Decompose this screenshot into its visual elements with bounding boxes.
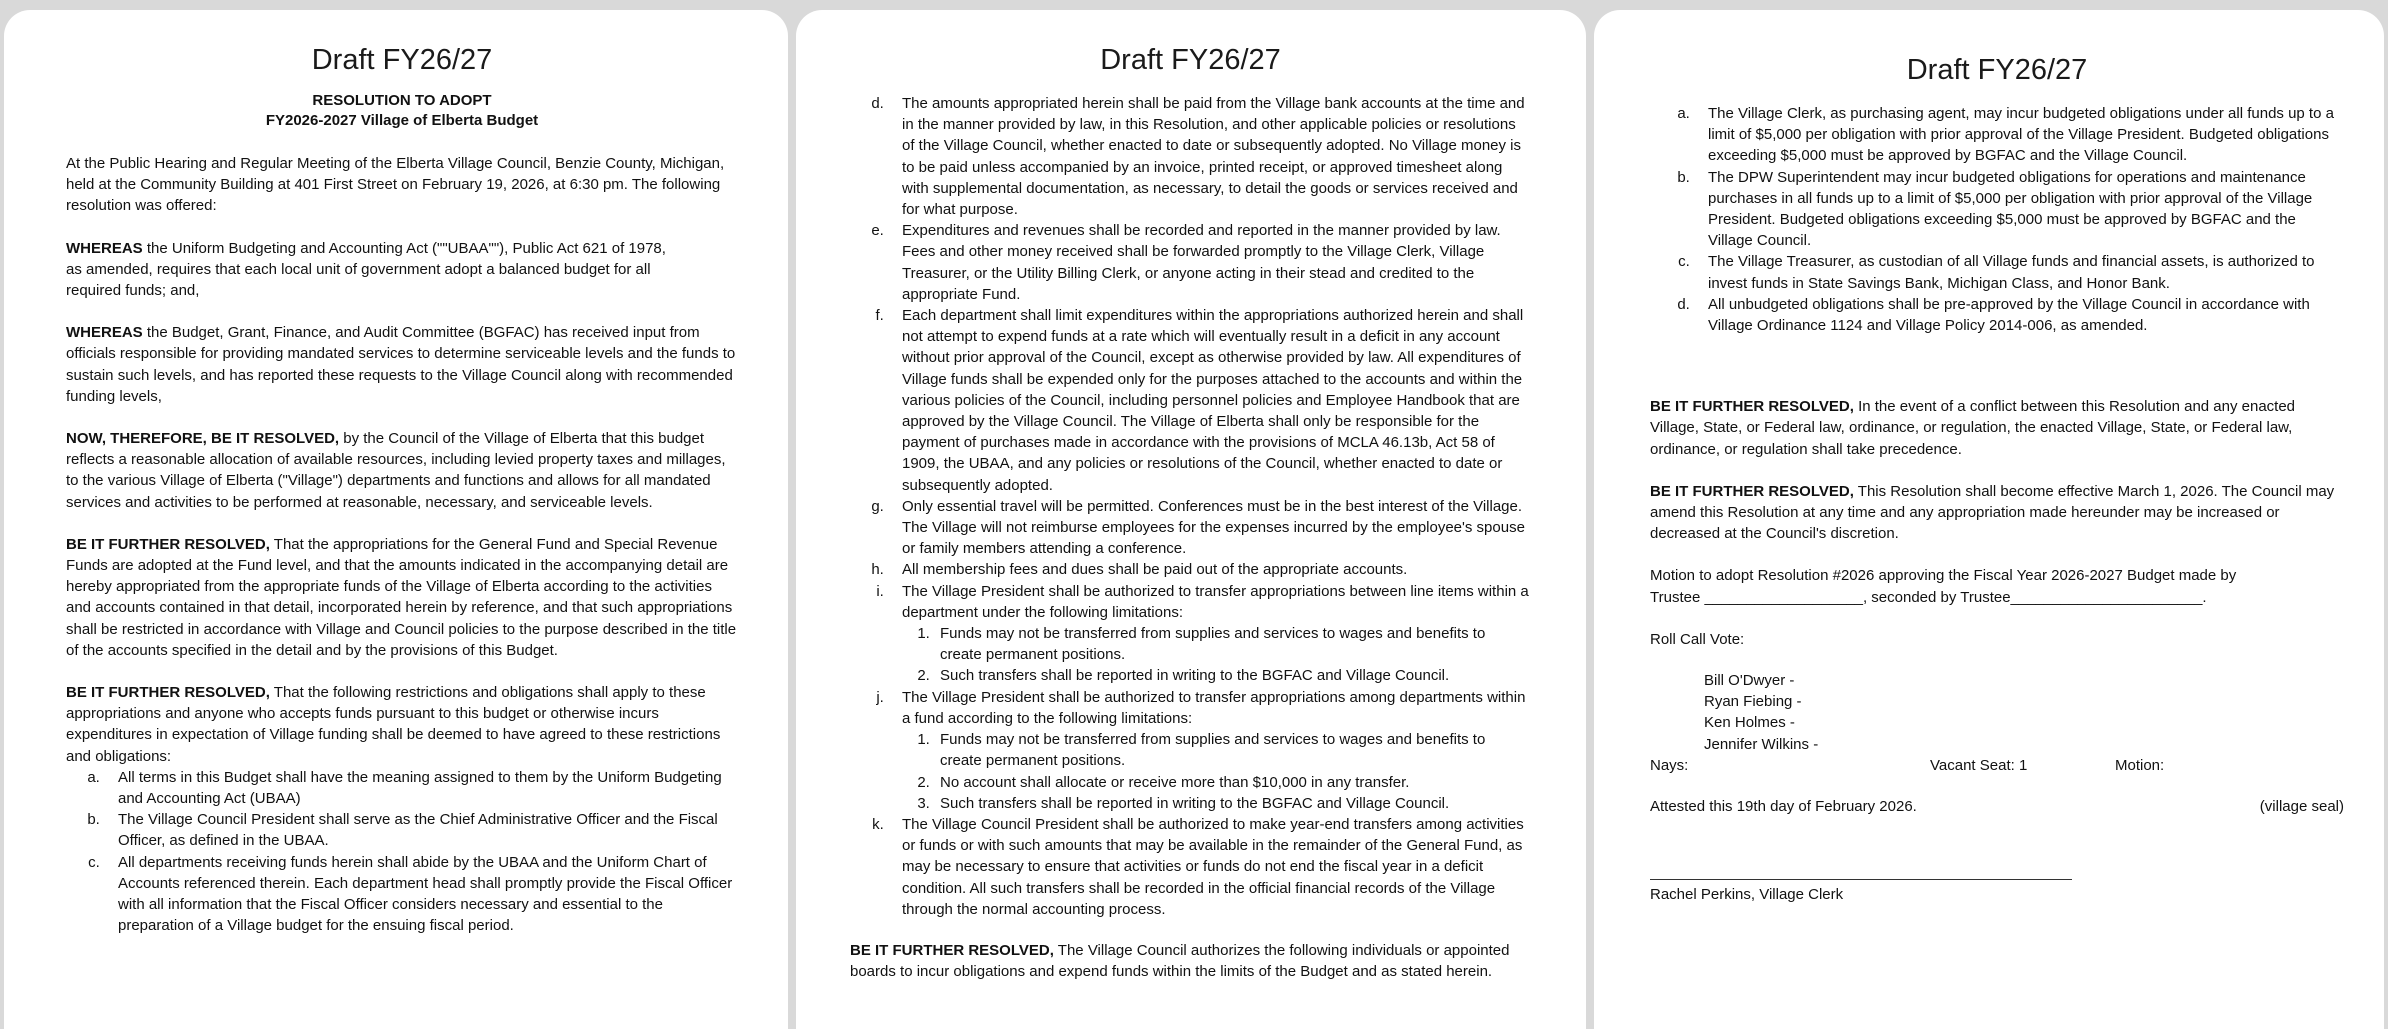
further-resolved-paragraph-1: BE IT FURTHER RESOLVED, That the appropriations for the General Fund and Special Revenue Funds are adopted at the Fund level, and that the amounts indicated in the accompanying detail are hereby appropriated from the appropriate funds of the Village of Elberta according to the activities and accounts contained in that detail, incorporated herein by reference, and that such appropriations shall be restricted in accordance with Village and Council policies to the purpose described in the title of the accounts specified in the detail and by the provisions of this Budget. — [66, 535, 737, 659]
document-page-2 — [796, 10, 1586, 1029]
further-resolved-paragraph-2: BE IT FURTHER RESOLVED, That the following restrictions and obligations shall apply to these appropriations and anyone who accepts funds pursuant to this budget or otherwise incurs expenditures in expectation of Village funding shall be deemed to have agreed to these restrictions and obligations: — [66, 684, 721, 765]
voter: Jennifer Wilkins - — [1704, 735, 1819, 753]
list-item: e. Expenditures and revenues shall be recorded and reported in the manner provided by law. Fees and other money received shall be forwarded promptly to the Village Clerk, Village Treasurer, or the Utility Billing Clerk, or anyone acting in their stead and credited to the appropriate Fund. — [888, 220, 1531, 305]
voter: Bill O'Dwyer - — [1704, 672, 1795, 690]
page-title: Draft FY26/27 — [1100, 44, 1281, 76]
signer-name: Rachel Perkins, Village Clerk — [1650, 886, 1844, 904]
further-resolved-paragraph: BE IT FURTHER RESOLVED, The Village Council authorizes the following individuals or appointed boards to incur obligations and expend funds within the limits of the Budget and as stated herein. — [850, 941, 1510, 981]
sub-list-item: 3. Such transfers shall be reported in writing to the BGFAC and Village Council. — [934, 793, 1531, 814]
resolution-subheading: FY2026-2027 Village of Elberta Budget — [265, 112, 539, 129]
voter: Ryan Fiebing - — [1704, 693, 1802, 711]
authorized-individuals-list — [1650, 103, 2344, 336]
sub-list — [902, 623, 1531, 687]
attestation-row — [1650, 796, 2344, 817]
voter: Ken Holmes - — [1704, 714, 1795, 732]
vote-tally-row — [1650, 755, 2344, 776]
whereas-paragraph-2: WHEREAS the Budget, Grant, Finance, and Audit Committee (BGFAC) has received input from officials responsible for providing mandated services to determine serviceable levels and the funds to sustain such levels, and has reported these requests to the Village Council along with recommended funding levels, — [66, 324, 736, 405]
motion-label: Motion: — [2115, 756, 2165, 774]
voter-list — [1650, 670, 2344, 755]
motion-paragraph: Motion to adopt Resolution #2026 approving the Fiscal Year 2026-2027 Budget made by Trustee ___________________, seconded by Trustee_______________________. — [1650, 567, 2237, 606]
sub-list-item: 1. Funds may not be transferred from supplies and services to wages and benefits to create permanent positions. — [934, 623, 1531, 665]
sub-list-item: 1. Funds may not be transferred from supplies and services to wages and benefits to create permanent positions. — [934, 729, 1531, 771]
further-resolved-effective: BE IT FURTHER RESOLVED, This Resolution shall become effective March 1, 2026. The Council may amend this Resolution at any time and any appropriation made hereunder may be increased or decreased at the Council's discretion. — [1650, 482, 2335, 543]
signature-line — [1650, 879, 2072, 880]
list-item: c. The Village Treasurer, as custodian of all Village funds and financial assets, is authorized to invest funds in State Savings Bank, Michigan Class, and Honor Bank. — [1694, 251, 2344, 293]
restrictions-list — [66, 767, 738, 937]
list-item: d. The amounts appropriated herein shall be paid from the Village bank accounts at the time and in the manner provided by law, in this Resolution, and other applicable policies or resolutions of the Village Council, whether enacted to date or subsequently adopted. No Village money is to be paid unless accompanied by an invoice, printed receipt, or approved timesheet along with supplemental documentation, as necessary, to detail the goods or services received and for what purpose. — [888, 93, 1531, 220]
now-therefore-paragraph: NOW, THEREFORE, BE IT RESOLVED, by the Council of the Village of Elberta that this budget reflects a reasonable allocation of available resources, including levied property taxes and millages, to the various Village of Elberta ("Village") departments and functions and allows for all mandated services and activities to be performed at reasonable, necessary, and serviceable levels. — [66, 430, 726, 511]
list-item: k. The Village Council President shall be authorized to make year-end transfers among activities or funds or with such amounts that may be available in the remainder of the General Fund, as may be necessary to ensure that activities or funds do not end the fiscal year in a deficit condition. All such transfers shall be recorded in the official financial records of the Village through the normal accounting process. — [888, 814, 1531, 920]
nays-label: Nays: — [1650, 756, 1689, 774]
restrictions-list-continued — [850, 93, 1531, 920]
page-title: Draft FY26/27 — [311, 44, 493, 76]
list-item: h. All membership fees and dues shall be paid out of the appropriate accounts. — [888, 559, 1531, 580]
list-item: a. All terms in this Budget shall have the meaning assigned to them by the Uniform Budgeting and Accounting Act (UBAA) — [104, 767, 738, 809]
list-item: i. The Village President shall be authorized to transfer appropriations between line items within a department under the following limitations: 1. Funds may not be transferred from supplies and services to wages and benefits to create permanent positions. 2. Such transfers shall be reported in writing to the BGFAC and Village Council. — [888, 581, 1531, 687]
list-item: j. The Village President shall be authorized to transfer appropriations among departments within a fund according to the following limitations: 1. Funds may not be transferred from supplies and services to wages and benefits to create permanent positions. 2. No account shall allocate or receive more than $10,000 in any transfer. 3. Such transfers shall be reported in writing to the BGFAC and Village Council. — [888, 687, 1531, 814]
intro-paragraph: At the Public Hearing and Regular Meeting of the Elberta Village Council, Benzie County, Michigan, held at the Community Building at 401 First Street on February 19, 2026, at 6:30 pm. The following resolution was offered: — [66, 155, 725, 215]
whereas-paragraph-1: WHEREAS the Uniform Budgeting and Accounting Act (""UBAA""), Public Act 621 of 1978, as amended, requires that each local unit of government adopt a balanced budget for all required funds; and, — [66, 239, 666, 300]
attestation-text: Attested this 19th day of February 2026. — [1650, 798, 1917, 816]
sub-list-item: 2. Such transfers shall be reported in writing to the BGFAC and Village Council. — [934, 665, 1531, 686]
sub-list — [902, 729, 1531, 814]
page-title: Draft FY26/27 — [1906, 54, 2088, 86]
list-item: d. All unbudgeted obligations shall be pre-approved by the Village Council in accordance with Village Ordinance 1124 and Village Policy 2014-006, as amended. — [1694, 294, 2344, 336]
list-item: f. Each department shall limit expenditures within the appropriations authorized herein and shall not attempt to expend funds at a rate which will eventually result in a deficit in any account without prior approval of the Council, except as otherwise provided by law. All expenditures of Village funds shall be expended only for the purposes attached to the accounts and within the various policies of the Council, including personnel policies and Employee Handbook that are approved by the Village Council. The Village of Elberta shall only be responsible for the payment of purchases made in accordance with the provisions of MCLA 46.13b, Act 58 of 1909, the UBAA, and any policies or resolutions of the Council, whether enacted to date or subsequently adopted. — [888, 305, 1531, 496]
list-item: g. Only essential travel will be permitted. Conferences must be in the best interest of the Village. The Village will not reimburse employees for the expenses incurred by the employee's spouse or family members attending a conference. — [888, 496, 1531, 560]
resolution-heading: RESOLUTION TO ADOPT — [312, 92, 492, 109]
list-item: c. All departments receiving funds herein shall abide by the UBAA and the Uniform Chart of Accounts referenced therein. Each department head shall promptly provide the Fiscal Officer with all information that the Fiscal Officer considers necessary and essential to the preparation of a Village budget for the ensuing fiscal period. — [104, 852, 738, 937]
vacant-seat-label: Vacant Seat: 1 — [1930, 756, 2028, 774]
village-seal-label: (village seal) — [2259, 798, 2344, 816]
document-page-1 — [4, 10, 788, 1029]
sub-list-item: 2. No account shall allocate or receive more than $10,000 in any transfer. — [934, 772, 1531, 793]
list-item: a. The Village Clerk, as purchasing agent, may incur budgeted obligations under all funds up to a limit of $5,000 per obligation with prior approval of the Village President. Budgeted obligations exceeding $5,000 must be approved by BGFAC and the Village Council. — [1694, 103, 2344, 167]
further-resolved-conflict: BE IT FURTHER RESOLVED, In the event of a conflict between this Resolution and any enacted Village, State, or Federal law, ordinance, or regulation, the enacted Village, State, or Federal law, ordinance, or regulation shall take precedence. — [1650, 398, 2296, 458]
document-page-3 — [1594, 10, 2384, 1029]
list-item: b. The Village Council President shall serve as the Chief Administrative Officer and the Fiscal Officer, as defined in the UBAA. — [104, 809, 738, 851]
roll-call-label: Roll Call Vote: — [1650, 630, 1745, 648]
list-item: b. The DPW Superintendent may incur budgeted obligations for operations and maintenance purchases in all funds up to a limit of $5,000 per obligation with prior approval of the Village President. Budgeted obligations exceeding $5,000 must be approved by BGFAC and the Village Council. — [1694, 167, 2344, 252]
